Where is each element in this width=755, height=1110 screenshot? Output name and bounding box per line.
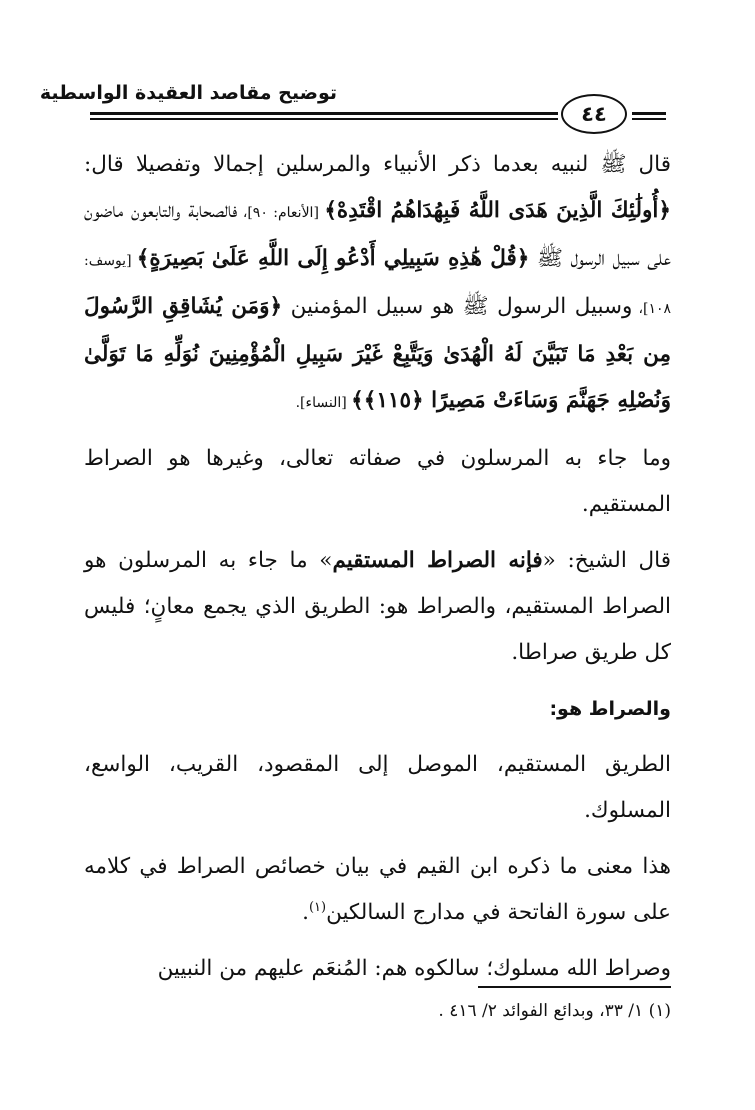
text: قال الشيخ: « bbox=[542, 548, 671, 573]
header-rule-short bbox=[632, 118, 666, 120]
footnote-rule bbox=[478, 986, 671, 988]
header-rule bbox=[90, 118, 558, 120]
text: قال ﷺ لنبيه بعدما ذكر الأنبياء والمرسلين إجمالا وتفصيلا قال: bbox=[84, 152, 671, 177]
page-number: ٤٤ bbox=[561, 94, 627, 134]
footnote: (١) ١/ ٣٣، وبدائع الفوائد ٢/ ٤١٦ . bbox=[438, 1001, 671, 1021]
quran-verse: ﴿أُولَٰئِكَ الَّذِينَ هَدَى اللَّهُ فَبِهُدَاهُمُ اقْتَدِهْ﴾ bbox=[324, 198, 671, 223]
text: . bbox=[302, 900, 309, 925]
text: » ما جاء به المرسلون هو الصراط المستقيم، والصراط هو: الطريق الذي يجمع معانٍ؛ فليس كل طريق صراطا. bbox=[84, 548, 671, 665]
heading-text: والصراط هو: bbox=[549, 698, 671, 720]
section-heading bbox=[84, 686, 671, 732]
text: وسبيل الرسول ﷺ هو سبيل المؤمنين bbox=[282, 294, 633, 319]
text: فالصحابة والتابعون ماضون على سبيل الرسول ﷺ bbox=[84, 198, 671, 271]
paragraph: الطريق المستقيم، الموصل إلى المقصود، القريب، الواسع، المسلوك. bbox=[84, 752, 671, 823]
page-body bbox=[84, 142, 671, 1002]
header-rule-short bbox=[632, 112, 666, 115]
quran-verse: ﴿وَمَن يُشَاقِقِ الرَّسُولَ مِن بَعْدِ مَا تَبَيَّنَ لَهُ الْهُدَىٰ وَيَتَّبِعْ غَيْرَ سَبِيلِ الْمُؤْمِنِينَ نُوَلِّهِ مَا تَوَلَّىٰ وَنُصْلِهِ جَهَنَّمَ وَسَاءَتْ مَصِيرًا ﴿١١٥﴾﴾ bbox=[84, 294, 671, 413]
quoted-phrase: فإنه الصراط المستقيم bbox=[332, 548, 543, 573]
verse-reference: [الأنعام: ٩٠]، bbox=[237, 205, 325, 221]
quran-verse: ﴿قُلْ هَٰذِهِ سَبِيلِي أَدْعُو إِلَى اللَّهِ عَلَىٰ بَصِيرَةٍ﴾ bbox=[136, 246, 530, 271]
header-rule bbox=[90, 112, 558, 115]
paragraph bbox=[84, 844, 671, 936]
paragraph bbox=[84, 142, 671, 426]
paragraph: وما جاء به المرسلون في صفاته تعالى، وغيرها هو الصراط المستقيم. bbox=[84, 446, 671, 517]
running-title: توضيح مقاصد العقيدة الواسطية bbox=[39, 82, 337, 104]
footnote-marker: (١) bbox=[308, 899, 327, 915]
verse-reference: [يوسف: ١٠٨]، bbox=[84, 253, 671, 317]
verse-reference: [النساء]. bbox=[295, 395, 352, 411]
paragraph bbox=[84, 538, 671, 676]
page-header bbox=[0, 0, 755, 140]
text: هذا معنى ما ذكره ابن القيم في بيان خصائص الصراط في كلامه على سورة الفاتحة في مدارج السالكين bbox=[84, 854, 671, 925]
paragraph: وصراط الله مسلوك؛ سالكوه هم: المُنعَم عليهم من النبيين bbox=[157, 956, 671, 981]
